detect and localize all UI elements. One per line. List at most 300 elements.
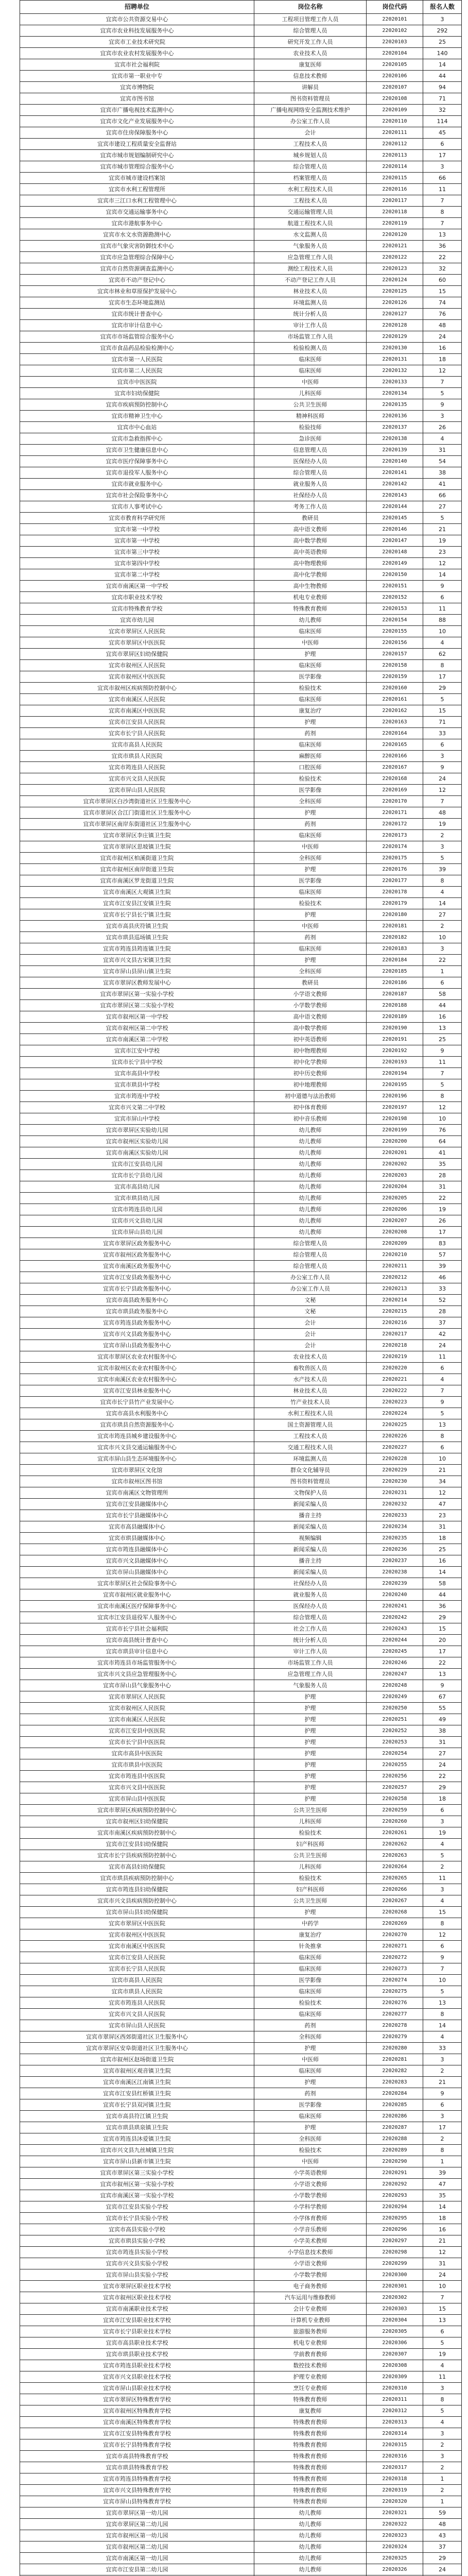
count-cell: 3 (423, 751, 462, 762)
unit-cell: 宜宾市南溪区特殊教育学校 (20, 2417, 254, 2428)
position-cell: 信息管理人员 (254, 445, 367, 456)
count-cell: 15 (423, 2303, 462, 2315)
code-cell: 22020128 (367, 320, 423, 331)
position-cell: 检验技师 (254, 422, 367, 433)
count-cell: 24 (423, 1759, 462, 1771)
unit-cell: 宜宾市屏山县屏山镇卫生院 (20, 966, 254, 977)
table-row (20, 932, 462, 943)
code-cell: 22020285 (367, 2099, 423, 2111)
code-cell: 22020115 (367, 173, 423, 184)
position-cell: 环境监测人员 (254, 297, 367, 309)
code-cell: 22020129 (367, 331, 423, 343)
code-cell: 22020316 (367, 2451, 423, 2462)
unit-cell: 宜宾市城市规划编制研究中心 (20, 150, 254, 161)
count-cell: 11 (423, 1873, 462, 1884)
table-row (20, 1091, 462, 1102)
table-row (20, 343, 462, 354)
count-cell: 76 (423, 309, 462, 320)
position-cell: 全科医师 (254, 2031, 367, 2043)
position-cell: 护理专业教师 (254, 2371, 367, 2383)
position-cell: 护理 (254, 717, 367, 728)
position-cell: 新闻采编人员 (254, 1544, 367, 1555)
unit-cell: 宜宾市珙县融媒体中心 (20, 1533, 254, 1544)
table-row (20, 1136, 462, 1147)
position-cell: 临床医师 (254, 2065, 367, 2077)
code-cell: 22020182 (367, 932, 423, 943)
position-cell: 综合管理人员 (254, 1249, 367, 1261)
count-cell: 38 (423, 1725, 462, 1737)
count-cell: 4 (423, 1839, 462, 1850)
count-cell: 41 (423, 479, 462, 490)
unit-cell: 宜宾市叙州区农业农村服务中心 (20, 1363, 254, 1374)
position-cell: 电子商务教师 (254, 2281, 367, 2292)
position-cell: 社保经办人员 (254, 1578, 367, 1589)
table-row (20, 2394, 462, 2405)
count-cell: 4 (423, 1374, 462, 1385)
table-row (20, 1827, 462, 1839)
count-cell: 44 (423, 1589, 462, 1601)
unit-cell: 宜宾市林业和草原保护发展中心 (20, 286, 254, 297)
position-cell: 中药学 (254, 1918, 367, 1929)
unit-cell: 宜宾市南溪区政务服务中心 (20, 1261, 254, 1272)
table-row (20, 1725, 462, 1737)
unit-cell: 宜宾市筠连县人民医院 (20, 762, 254, 773)
unit-cell: 宜宾市筠连县城乡建设服务中心 (20, 1431, 254, 1442)
table-row (20, 1544, 462, 1555)
code-cell: 22020231 (367, 1487, 423, 1499)
count-cell: 6 (423, 1442, 462, 1453)
unit-cell: 宜宾市南溪区第一幼儿园 (20, 2553, 254, 2564)
count-cell: 5 (423, 513, 462, 524)
count-cell: 17 (423, 2122, 462, 2133)
count-cell: 27 (423, 909, 462, 921)
unit-cell: 宜宾市长宁县实验小学校 (20, 2213, 254, 2224)
position-cell: 教研员 (254, 977, 367, 989)
table-row (20, 592, 462, 603)
unit-cell: 宜宾市生态环境监测站 (20, 297, 254, 309)
table-row (20, 320, 462, 331)
code-cell: 22020106 (367, 71, 423, 82)
unit-cell: 宜宾市兴文县人民医院 (20, 773, 254, 785)
table-row (20, 150, 462, 161)
table-row (20, 819, 462, 830)
position-cell: 交通工程技术人员 (254, 1442, 367, 1453)
table-row (20, 1261, 462, 1272)
count-cell: 16 (423, 2224, 462, 2235)
table-row (20, 1295, 462, 1306)
table-row (20, 1884, 462, 1895)
unit-cell: 宜宾市水利工程管理所 (20, 184, 254, 195)
unit-cell: 宜宾市图书馆 (20, 93, 254, 105)
code-cell: 22020288 (367, 2133, 423, 2145)
count-cell: 7 (423, 1385, 462, 1397)
code-cell: 22020121 (367, 241, 423, 252)
unit-cell: 宜宾市退役军人服务中心 (20, 467, 254, 479)
code-cell: 22020278 (367, 2020, 423, 2031)
code-cell: 22020141 (367, 467, 423, 479)
position-cell: 学前教育教师 (254, 2349, 367, 2360)
position-cell: 初中物理教师 (254, 1045, 367, 1057)
table-row (20, 751, 462, 762)
unit-cell: 宜宾市叙州区人民医院 (20, 1703, 254, 1714)
unit-cell: 宜宾市叙州区人民医院 (20, 660, 254, 671)
unit-cell: 宜宾市长宁县职业技术学校 (20, 2326, 254, 2337)
position-cell: 工程技术人员 (254, 139, 367, 150)
unit-cell: 宜宾市屏山县实验小学校 (20, 2269, 254, 2281)
code-cell: 22020232 (367, 1499, 423, 1510)
recruitment-table-sheet (20, 0, 461, 2576)
unit-cell: 宜宾市长宁县融媒体中心 (20, 1510, 254, 1521)
position-cell: 机电专业教师 (254, 2337, 367, 2349)
table-row (20, 830, 462, 841)
code-cell: 22020281 (367, 2054, 423, 2065)
table-row (20, 105, 462, 116)
unit-cell: 宜宾市高县特殊教育学校 (20, 2451, 254, 2462)
position-cell: 综合管理人员 (254, 25, 367, 37)
position-cell: 综合管理人员 (254, 467, 367, 479)
position-cell: 高中英语教师 (254, 547, 367, 558)
count-cell: 11 (423, 2371, 462, 2383)
unit-cell: 宜宾市珙县巡场镇卫生院 (20, 932, 254, 943)
table-row (20, 1045, 462, 1057)
code-cell: 22020168 (367, 773, 423, 785)
count-cell: 49 (423, 1714, 462, 1725)
count-cell: 5 (423, 1408, 462, 1419)
position-cell: 审计工作人员 (254, 320, 367, 331)
code-cell: 22020273 (367, 1963, 423, 1975)
unit-cell: 宜宾市南溪区医疗保障事务中心 (20, 1601, 254, 1612)
count-cell: 36 (423, 241, 462, 252)
code-cell: 22020152 (367, 592, 423, 603)
position-cell: 全科医师 (254, 796, 367, 807)
table-row (20, 2519, 462, 2530)
count-cell: 16 (423, 343, 462, 354)
table-row (20, 1839, 462, 1850)
table-row (20, 796, 462, 807)
count-cell: 16 (423, 1011, 462, 1023)
table-row (20, 2541, 462, 2553)
table-row (20, 2530, 462, 2541)
code-cell: 22020234 (367, 1521, 423, 1533)
position-cell: 播音主持 (254, 1555, 367, 1567)
count-cell: 13 (423, 2315, 462, 2326)
table-row (20, 1170, 462, 1181)
code-cell: 22020237 (367, 1555, 423, 1567)
position-cell: 特殊教育教师 (254, 2485, 367, 2496)
unit-cell: 宜宾市城市管理综合服务中心 (20, 161, 254, 173)
count-cell: 14 (423, 59, 462, 71)
position-cell: 会计 (254, 1329, 367, 1340)
count-cell: 3 (423, 2054, 462, 2065)
code-cell: 22020233 (367, 1510, 423, 1521)
count-cell: 5 (423, 1079, 462, 1091)
code-cell: 22020126 (367, 297, 423, 309)
unit-cell: 宜宾市屏山县幼儿园 (20, 1227, 254, 1238)
unit-cell: 宜宾市翠屏区第三实验小学校 (20, 2167, 254, 2179)
code-cell: 22020301 (367, 2281, 423, 2292)
count-cell: 32 (423, 263, 462, 275)
table-row (20, 2428, 462, 2439)
position-cell: 医保经办人员 (254, 1601, 367, 1612)
code-cell: 22020194 (367, 1068, 423, 1079)
table-row (20, 921, 462, 932)
position-cell: 幼儿教师 (254, 2541, 367, 2553)
count-cell: 7 (423, 195, 462, 207)
count-cell: 5 (423, 2337, 462, 2349)
table-row (20, 2133, 462, 2145)
unit-cell: 宜宾市住房保障服务中心 (20, 127, 254, 139)
code-cell: 22020242 (367, 1612, 423, 1623)
unit-cell: 宜宾市屏山县生态环境服务中心 (20, 1453, 254, 1465)
unit-cell: 宜宾市应急管理综合保障中心 (20, 252, 254, 263)
position-cell: 护理 (254, 1714, 367, 1725)
code-cell: 22020297 (367, 2235, 423, 2247)
code-cell: 22020178 (367, 887, 423, 898)
unit-cell: 宜宾市屏山中学校 (20, 1113, 254, 1125)
code-cell: 22020173 (367, 830, 423, 841)
code-cell: 22020203 (367, 1170, 423, 1181)
unit-cell: 宜宾市筠连县筠连镇卫生院 (20, 943, 254, 955)
count-cell: 3 (423, 161, 462, 173)
code-cell: 22020209 (367, 1238, 423, 1249)
count-cell: 24 (423, 2564, 462, 2575)
table-row (20, 2043, 462, 2054)
unit-cell: 宜宾市高县政务服务中心 (20, 1295, 254, 1306)
code-cell: 22020196 (367, 1091, 423, 1102)
table-row (20, 2326, 462, 2337)
unit-cell: 宜宾市高县庆符镇卫生院 (20, 921, 254, 932)
count-cell: 14 (423, 1567, 462, 1578)
table-row (20, 127, 462, 139)
code-cell: 22020227 (367, 1442, 423, 1453)
position-cell: 儿科医师 (254, 1861, 367, 1873)
position-cell: 幼儿教师 (254, 1193, 367, 1204)
count-cell: 8 (423, 1918, 462, 1929)
count-cell: 24 (423, 331, 462, 343)
position-cell: 护理 (254, 1691, 367, 1703)
code-cell: 22020147 (367, 535, 423, 547)
position-cell: 医保经办人员 (254, 456, 367, 467)
table-row (20, 1000, 462, 1011)
table-row (20, 2564, 462, 2575)
position-cell: 康复医师 (254, 59, 367, 71)
code-cell: 22020216 (367, 1317, 423, 1329)
code-cell: 22020252 (367, 1725, 423, 1737)
unit-cell: 宜宾市叙州区政务服务中心 (20, 1249, 254, 1261)
count-cell: 71 (423, 717, 462, 728)
unit-cell: 宜宾市中医医院 (20, 377, 254, 388)
unit-cell: 宜宾市高县中医医院 (20, 1748, 254, 1759)
position-cell: 林业技术人员 (254, 1385, 367, 1397)
count-cell: 57 (423, 1249, 462, 1261)
unit-cell: 宜宾市高县人民医院 (20, 1975, 254, 1986)
table-row (20, 354, 462, 365)
count-cell: 1 (423, 2473, 462, 2485)
count-cell: 2 (423, 2462, 462, 2473)
position-cell: 中医师 (254, 377, 367, 388)
code-cell: 22020143 (367, 490, 423, 501)
position-cell: 护理 (254, 1793, 367, 1805)
unit-cell: 宜宾市长宁县双河镇卫生院 (20, 2099, 254, 2111)
code-cell: 22020260 (367, 1816, 423, 1827)
code-cell: 22020235 (367, 1533, 423, 1544)
table-row (20, 1601, 462, 1612)
unit-cell: 宜宾市珙县幼儿园 (20, 1193, 254, 1204)
table-row (20, 1102, 462, 1113)
position-cell: 广播电视网络安全监测技术维护 (254, 105, 367, 116)
unit-cell: 宜宾市南溪区第一实验小学校 (20, 2190, 254, 2201)
code-cell: 22020275 (367, 1986, 423, 1997)
code-cell: 22020269 (367, 1918, 423, 1929)
count-cell: 10 (423, 1975, 462, 1986)
position-cell: 护理 (254, 2043, 367, 2054)
count-cell: 6 (423, 1941, 462, 1952)
position-cell: 国土资源管理人员 (254, 1419, 367, 1431)
count-cell: 6 (423, 1805, 462, 1816)
unit-cell: 宜宾市高县符江镇卫生院 (20, 2111, 254, 2122)
position-cell: 护理 (254, 909, 367, 921)
count-cell: 10 (423, 1453, 462, 1465)
table-row (20, 229, 462, 241)
code-cell: 22020172 (367, 819, 423, 830)
code-cell: 22020245 (367, 1646, 423, 1657)
code-cell: 22020279 (367, 2031, 423, 2043)
unit-cell: 宜宾市翠屏区思坡镇卫生院 (20, 841, 254, 853)
code-cell: 22020119 (367, 218, 423, 229)
code-cell: 22020181 (367, 921, 423, 932)
unit-cell: 宜宾市江安中学校 (20, 1045, 254, 1057)
count-cell: 11 (423, 184, 462, 195)
count-cell: 43 (423, 2530, 462, 2541)
table-row (20, 2281, 462, 2292)
code-cell: 22020223 (367, 1397, 423, 1408)
count-cell: 11 (423, 1351, 462, 1363)
unit-cell: 宜宾市屏山县妇幼保健院 (20, 1907, 254, 1918)
position-cell: 办公室工作人员 (254, 116, 367, 127)
count-cell: 13 (423, 1023, 462, 1034)
unit-cell: 宜宾市兴文县政务服务中心 (20, 1329, 254, 1340)
unit-cell: 宜宾市珙县审计信息中心 (20, 1646, 254, 1657)
table-row (20, 1385, 462, 1397)
unit-cell: 宜宾市筠连县特殊教育学校 (20, 2473, 254, 2485)
unit-cell: 宜宾市港航事务中心 (20, 218, 254, 229)
position-cell: 档案管理人员 (254, 173, 367, 184)
position-cell: 检验技术 (254, 1827, 367, 1839)
position-cell: 小学语文教师 (254, 2179, 367, 2190)
table-row (20, 1703, 462, 1714)
position-cell: 药剂 (254, 932, 367, 943)
count-cell: 7 (423, 377, 462, 388)
code-cell: 22020313 (367, 2417, 423, 2428)
unit-cell: 宜宾市屏山县人民医院 (20, 785, 254, 796)
count-cell: 3 (423, 2111, 462, 2122)
code-cell: 22020311 (367, 2394, 423, 2405)
count-cell: 3 (423, 14, 462, 25)
count-cell: 19 (423, 1827, 462, 1839)
unit-cell: 宜宾市珙县职业技术学校 (20, 2349, 254, 2360)
table-row (20, 1567, 462, 1578)
unit-cell: 宜宾市江安县江安镇卫生院 (20, 898, 254, 909)
code-cell: 22020163 (367, 717, 423, 728)
code-cell: 22020325 (367, 2553, 423, 2564)
unit-cell: 宜宾市珙县珙泉镇卫生院 (20, 2122, 254, 2133)
code-cell: 22020217 (367, 1329, 423, 1340)
table-row (20, 1737, 462, 1748)
unit-cell: 宜宾市第三中学校 (20, 547, 254, 558)
unit-cell: 宜宾市翠屏区人民医院 (20, 626, 254, 637)
unit-cell: 宜宾市第二人民医院 (20, 365, 254, 377)
table-row (20, 1113, 462, 1125)
count-cell: 5 (423, 1986, 462, 1997)
position-cell: 公共卫生医师 (254, 1850, 367, 1861)
code-cell: 22020244 (367, 1635, 423, 1646)
unit-cell: 宜宾市医疗保障事务中心 (20, 456, 254, 467)
code-cell: 22020228 (367, 1453, 423, 1465)
count-cell: 32 (423, 105, 462, 116)
position-cell: 水产技术人员 (254, 1374, 367, 1385)
table-row (20, 875, 462, 887)
position-cell: 康复治疗 (254, 1929, 367, 1941)
position-cell: 精神科医师 (254, 411, 367, 422)
table-row (20, 2439, 462, 2451)
position-cell: 特殊教育教师 (254, 2451, 367, 2462)
count-cell: 14 (423, 2201, 462, 2213)
code-cell: 22020191 (367, 1034, 423, 1045)
unit-cell: 宜宾市气象灾害防御技术中心 (20, 241, 254, 252)
unit-cell: 宜宾市叙州区第二幼儿园 (20, 2541, 254, 2553)
unit-cell: 宜宾市兴文县交通运输服务中心 (20, 1442, 254, 1453)
unit-cell: 宜宾市第二中学校 (20, 569, 254, 581)
table-row (20, 1227, 462, 1238)
position-cell: 小学美术教师 (254, 2235, 367, 2247)
table-row (20, 535, 462, 547)
position-cell: 教研员 (254, 513, 367, 524)
unit-cell: 宜宾市南溪区中医医院 (20, 1941, 254, 1952)
count-cell: 39 (423, 864, 462, 875)
table-header-row (20, 1, 462, 14)
unit-cell: 宜宾市高县统计普查中心 (20, 1635, 254, 1646)
position-cell: 会计 (254, 127, 367, 139)
unit-cell: 宜宾市广播电视技术监测中心 (20, 105, 254, 116)
count-cell: 6 (423, 977, 462, 989)
count-cell: 44 (423, 71, 462, 82)
table-row (20, 1941, 462, 1952)
position-cell: 全科医师 (254, 2133, 367, 2145)
table-row (20, 139, 462, 150)
unit-cell: 宜宾市第一职业中专 (20, 71, 254, 82)
unit-cell: 宜宾市叙州区就业服务中心 (20, 1589, 254, 1601)
table-row (20, 887, 462, 898)
unit-cell: 宜宾市江安县中医医院 (20, 1725, 254, 1737)
position-cell: 幼儿教师 (254, 2564, 367, 2575)
table-row (20, 1997, 462, 2009)
code-cell: 22020200 (367, 1136, 423, 1147)
position-cell: 护理 (254, 1703, 367, 1714)
code-cell: 22020246 (367, 1657, 423, 1669)
position-cell: 妇产科医师 (254, 1884, 367, 1895)
position-cell: 检验技术 (254, 1997, 367, 2009)
table-row (20, 1125, 462, 1136)
code-cell: 22020323 (367, 2530, 423, 2541)
table-row (20, 1351, 462, 1363)
count-cell: 19 (423, 2349, 462, 2360)
position-cell: 临床医师 (254, 943, 367, 955)
count-cell: 6 (423, 1363, 462, 1374)
count-cell: 26 (423, 422, 462, 433)
unit-cell: 宜宾市长宁县特殊教育学校 (20, 2439, 254, 2451)
position-cell: 中医师 (254, 2054, 367, 2065)
position-cell: 航道工程技术人员 (254, 218, 367, 229)
